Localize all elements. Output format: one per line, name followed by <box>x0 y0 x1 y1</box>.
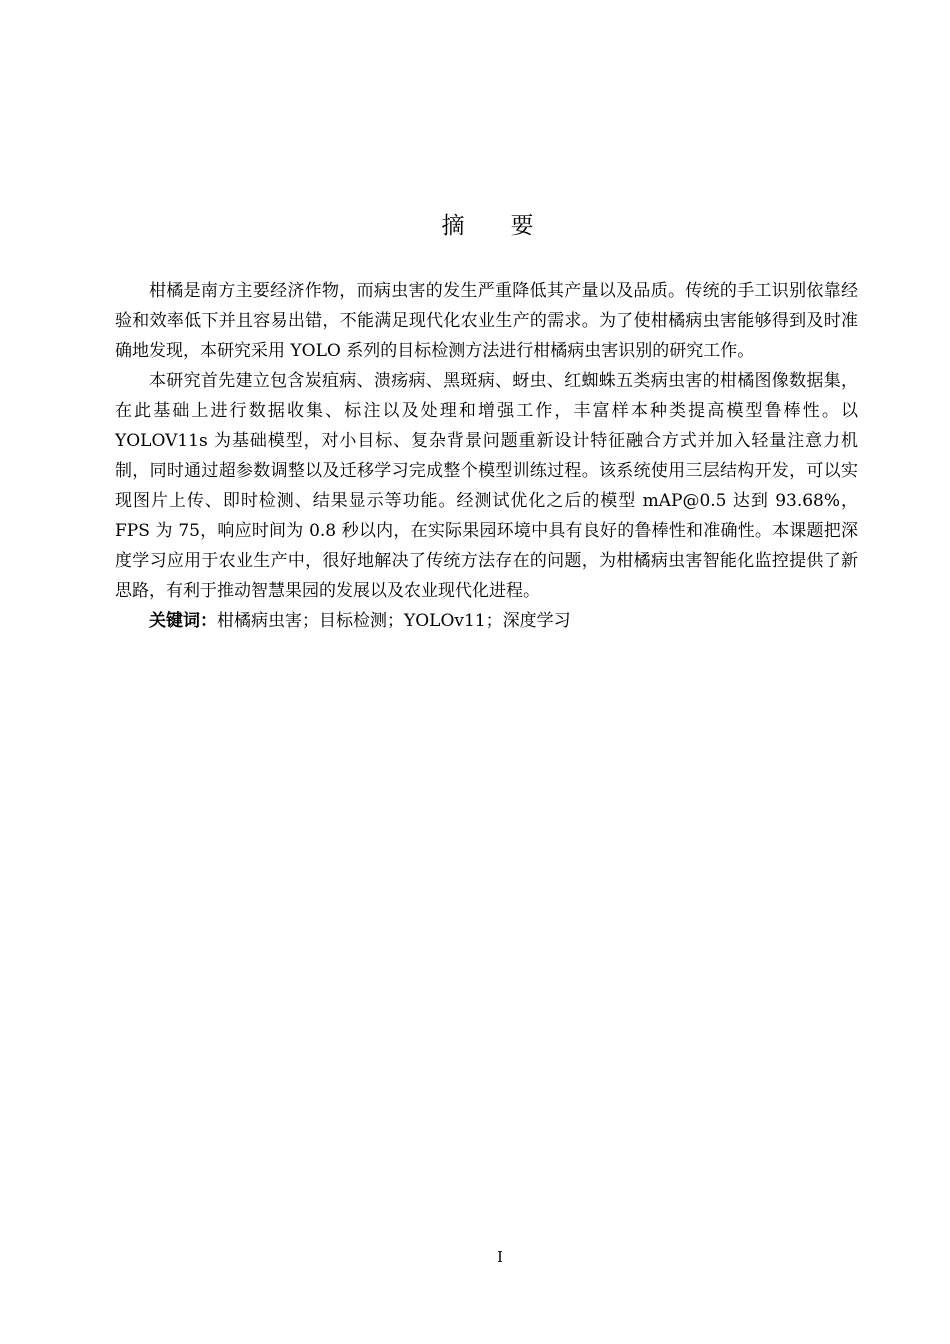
abstract-heading <box>0 207 950 240</box>
abstract-paragraph-2: 本研究首先建立包含炭疽病、溃疡病、黑斑病、蚜虫、红蜘蛛五类病虫害的柑橘图像数据集，在此基础上进行数据收集、标注以及处理和增强工作，丰富样本种类提高模型鲁棒性。以 YOLOV11s 为基础模型，对小目标、复杂背景问题重新设计特征融合方式并加入轻量注意力机制，同时通过超参数调整以及迁移学习完成整个模型训练过程。该系统使用三层结构开发，可以实现图片上传、即时检测、结果显示等功能。经测试优化之后的模型 mAP@0.5 达到 93.68%，FPS 为 75，响应时间为 0.8 秒以内，在实际果园环境中具有良好的鲁棒性和准确性。本课题把深度学习应用于农业生产中，很好地解决了传统方法存在的问题，为柑橘病虫害智能化监控提供了新思路，有利于推动智慧果园的发展以及农业现代化进程。 <box>115 371 858 601</box>
page-number: I <box>497 1248 503 1266</box>
abstract-heading-char-2: 要 <box>510 213 534 239</box>
keywords-label: 关键词： <box>149 611 217 631</box>
abstract-paragraph-1: 柑橘是南方主要经济作物，而病虫害的发生严重降低其产量以及品质。传统的手工识别依靠经验和效率低下并且容易出错，不能满足现代化农业生产的需求。为了使柑橘病虫害能够得到及时准确地发现，本研究采用 YOLO 系列的目标检测方法进行柑橘病虫害识别的研究工作。 <box>115 281 858 361</box>
abstract-heading-char-1: 摘 <box>441 213 465 239</box>
keywords-text: 柑橘病虫害；目标检测；YOLOv11；深度学习 <box>217 611 571 631</box>
abstract-body <box>115 276 858 636</box>
keywords-line <box>115 606 858 636</box>
